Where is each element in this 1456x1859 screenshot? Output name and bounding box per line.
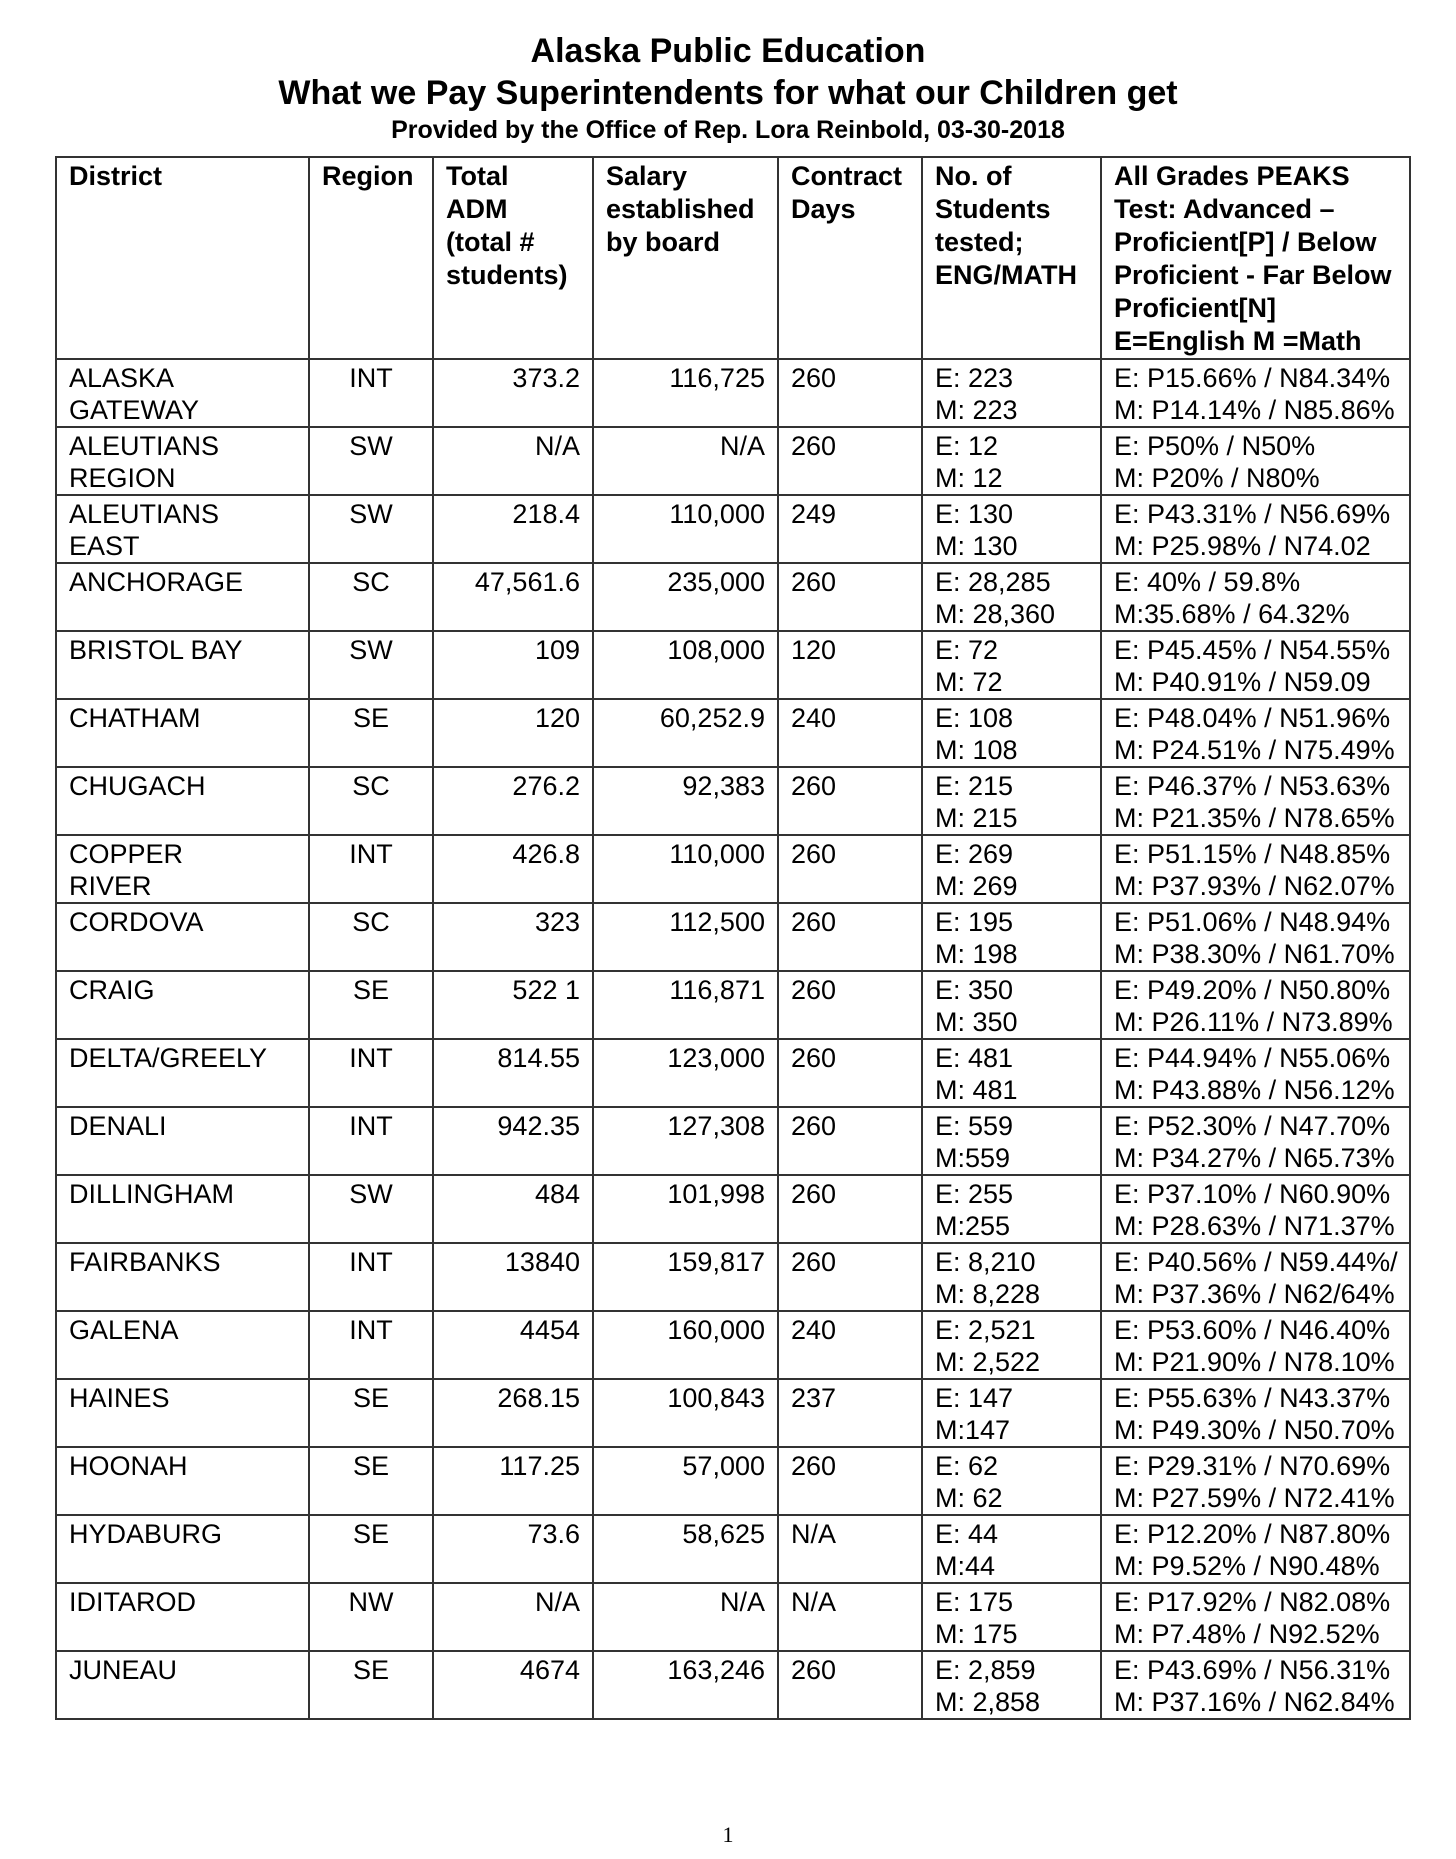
cell-salary: 110,000 [593, 835, 778, 903]
tested-english: E: 12 [935, 431, 999, 461]
peaks-math: M: P40.91% / N59.09 [1114, 667, 1371, 697]
peaks-math: M: P37.93% / N62.07% [1114, 871, 1395, 901]
tested-english: E: 2,859 [935, 1655, 1036, 1685]
cell-contract-days: 260 [778, 767, 922, 835]
cell-peaks-results [1101, 767, 1410, 835]
cell-adm: 276.2 [433, 767, 593, 835]
cell-adm: 426.8 [433, 835, 593, 903]
cell-peaks-results [1101, 495, 1410, 563]
cell-region: INT [309, 359, 433, 427]
cell-contract-days: 237 [778, 1379, 922, 1447]
district-name-line: COPPER [69, 839, 184, 869]
district-name-line: CHATHAM [69, 703, 201, 733]
tested-math: M: 175 [935, 1619, 1018, 1649]
table-row [56, 563, 1410, 631]
cell-adm: 484 [433, 1175, 593, 1243]
district-name-line: EAST [69, 531, 140, 561]
cell-students-tested [922, 1039, 1101, 1107]
cell-students-tested [922, 495, 1101, 563]
peaks-english: E: P15.66% / N84.34% [1114, 363, 1391, 393]
cell-salary: N/A [593, 1583, 778, 1651]
cell-students-tested [922, 1447, 1101, 1515]
cell-peaks-results [1101, 1515, 1410, 1583]
tested-english: E: 108 [935, 703, 1014, 733]
tested-math: M: 8,228 [935, 1279, 1041, 1309]
cell-region: INT [309, 1039, 433, 1107]
cell-adm: 109 [433, 631, 593, 699]
cell-adm: 120 [433, 699, 593, 767]
cell-students-tested [922, 767, 1101, 835]
cell-peaks-results [1101, 1447, 1410, 1515]
cell-district [56, 1583, 309, 1651]
cell-salary: 112,500 [593, 903, 778, 971]
cell-region: SC [309, 903, 433, 971]
cell-contract-days: 260 [778, 359, 922, 427]
peaks-math: M: P37.36% / N62/64% [1114, 1279, 1395, 1309]
cell-contract-days: 260 [778, 1107, 922, 1175]
cell-district [56, 1447, 309, 1515]
document-title: Alaska Public Education [530, 32, 926, 70]
cell-salary: 116,725 [593, 359, 778, 427]
cell-contract-days: 260 [778, 1175, 922, 1243]
district-name-line: ALEUTIANS [69, 499, 220, 529]
cell-salary: 127,308 [593, 1107, 778, 1175]
cell-students-tested [922, 359, 1101, 427]
district-name-line: JUNEAU [69, 1655, 178, 1685]
cell-students-tested [922, 1651, 1101, 1719]
table-row [56, 971, 1410, 1039]
cell-students-tested [922, 1311, 1101, 1379]
cell-students-tested [922, 903, 1101, 971]
cell-district [56, 1039, 309, 1107]
cell-peaks-results [1101, 1175, 1410, 1243]
document-header [0, 30, 1456, 146]
tested-english: E: 481 [935, 1043, 1014, 1073]
peaks-english: E: P50% / N50% [1114, 431, 1316, 461]
table-header-row [56, 157, 1410, 359]
tested-math: M: 223 [935, 395, 1018, 425]
cell-contract-days: N/A [778, 1583, 922, 1651]
tested-math: M:255 [935, 1211, 1011, 1241]
cell-contract-days: 260 [778, 971, 922, 1039]
cell-district [56, 563, 309, 631]
cell-salary: 160,000 [593, 1311, 778, 1379]
district-name-line: BRISTOL BAY [69, 635, 243, 665]
cell-students-tested [922, 1107, 1101, 1175]
cell-peaks-results [1101, 1311, 1410, 1379]
district-name-line: IDITAROD [69, 1587, 196, 1617]
peaks-english: E: P40.56% / N59.44%/ [1114, 1247, 1398, 1277]
cell-district [56, 1311, 309, 1379]
peaks-math: M: P26.11% / N73.89% [1114, 1007, 1393, 1037]
peaks-math: M: P7.48% / N92.52% [1114, 1619, 1380, 1649]
tested-math: M: 130 [935, 531, 1018, 561]
cell-adm: 47,561.6 [433, 563, 593, 631]
cell-district [56, 1651, 309, 1719]
tested-math: M: 28,360 [935, 599, 1056, 629]
tested-english: E: 130 [935, 499, 1014, 529]
cell-students-tested [922, 699, 1101, 767]
cell-students-tested [922, 1243, 1101, 1311]
tested-math: M: 350 [935, 1007, 1018, 1037]
table-row [56, 1379, 1410, 1447]
cell-contract-days: 240 [778, 699, 922, 767]
cell-district [56, 1107, 309, 1175]
tested-math: M:44 [935, 1551, 996, 1581]
cell-students-tested [922, 835, 1101, 903]
cell-students-tested [922, 563, 1101, 631]
district-name-line: CHUGACH [69, 771, 206, 801]
tested-math: M: 481 [935, 1075, 1018, 1105]
cell-adm: 814.55 [433, 1039, 593, 1107]
cell-peaks-results [1101, 1379, 1410, 1447]
cell-peaks-results [1101, 1039, 1410, 1107]
cell-peaks-results [1101, 699, 1410, 767]
peaks-english: E: P53.60% / N46.40% [1114, 1315, 1391, 1345]
cell-region: SE [309, 1447, 433, 1515]
table-row [56, 631, 1410, 699]
cell-region: SC [309, 767, 433, 835]
tested-math: M: 269 [935, 871, 1018, 901]
peaks-math: M: P14.14% / N85.86% [1114, 395, 1395, 425]
cell-students-tested [922, 971, 1101, 1039]
cell-peaks-results [1101, 1651, 1410, 1719]
district-name-line: CRAIG [69, 975, 155, 1005]
cell-adm: 73.6 [433, 1515, 593, 1583]
tested-math: M: 108 [935, 735, 1018, 765]
cell-students-tested [922, 427, 1101, 495]
table-row [56, 495, 1410, 563]
cell-region: SW [309, 1175, 433, 1243]
district-name-line: DELTA/GREELY [69, 1043, 268, 1073]
cell-adm: N/A [433, 1583, 593, 1651]
district-name-line: GATEWAY [69, 395, 200, 425]
district-name-line: HYDABURG [69, 1519, 223, 1549]
cell-adm: 4674 [433, 1651, 593, 1719]
cell-adm: 218.4 [433, 495, 593, 563]
peaks-math: M: P28.63% / N71.37% [1114, 1211, 1395, 1241]
cell-salary: 92,383 [593, 767, 778, 835]
cell-salary: 235,000 [593, 563, 778, 631]
cell-region: SW [309, 427, 433, 495]
cell-district [56, 495, 309, 563]
cell-students-tested [922, 1379, 1101, 1447]
column-header-salary: Salary established by board [593, 157, 778, 359]
cell-district [56, 903, 309, 971]
table-row [56, 699, 1410, 767]
tested-english: E: 44 [935, 1519, 999, 1549]
tested-english: E: 269 [935, 839, 1014, 869]
peaks-english: E: 40% / 59.8% [1114, 567, 1301, 597]
cell-region: SE [309, 1651, 433, 1719]
cell-peaks-results [1101, 563, 1410, 631]
peaks-math: M: P20% / N80% [1114, 463, 1320, 493]
column-header-adm: Total ADM (total # students) [433, 157, 593, 359]
table-row [56, 903, 1410, 971]
cell-salary: 60,252.9 [593, 699, 778, 767]
tested-math: M: 72 [935, 667, 1003, 697]
cell-salary: 116,871 [593, 971, 778, 1039]
peaks-english: E: P17.92% / N82.08% [1114, 1587, 1391, 1617]
cell-adm: 373.2 [433, 359, 593, 427]
cell-district [56, 427, 309, 495]
table-row [56, 1175, 1410, 1243]
peaks-english: E: P43.69% / N56.31% [1114, 1655, 1391, 1685]
table-row [56, 1107, 1410, 1175]
document-subtitle: Provided by the Office of Rep. Lora Reinbold, 03-30-2018 [391, 116, 1065, 144]
column-header-district: District [56, 157, 309, 359]
cell-salary: N/A [593, 427, 778, 495]
cell-salary: 110,000 [593, 495, 778, 563]
cell-district [56, 1243, 309, 1311]
cell-region: INT [309, 1311, 433, 1379]
cell-district [56, 767, 309, 835]
cell-adm: 117.25 [433, 1447, 593, 1515]
district-name-line: RIVER [69, 871, 152, 901]
district-name-line: ANCHORAGE [69, 567, 244, 597]
peaks-math: M: P24.51% / N75.49% [1114, 735, 1395, 765]
cell-region: SE [309, 1379, 433, 1447]
cell-contract-days: 120 [778, 631, 922, 699]
tested-math: M: 12 [935, 463, 1003, 493]
tested-english: E: 223 [935, 363, 1014, 393]
tested-english: E: 2,521 [935, 1315, 1036, 1345]
cell-students-tested [922, 631, 1101, 699]
tested-math: M: 2,522 [935, 1347, 1041, 1377]
tested-english: E: 147 [935, 1383, 1014, 1413]
peaks-english: E: P48.04% / N51.96% [1114, 703, 1391, 733]
cell-peaks-results [1101, 971, 1410, 1039]
tested-math: M: 62 [935, 1483, 1003, 1513]
column-header-peaks: All Grades PEAKS Test: Advanced – Proficient[P] / Below Proficient - Far Below Proficient[N] E=English M =Math [1101, 157, 1410, 359]
cell-peaks-results [1101, 1243, 1410, 1311]
cell-adm: 323 [433, 903, 593, 971]
district-name-line: REGION [69, 463, 176, 493]
peaks-math: M: P37.16% / N62.84% [1114, 1687, 1395, 1717]
table-body [56, 359, 1410, 1719]
cell-salary: 101,998 [593, 1175, 778, 1243]
cell-contract-days: 260 [778, 427, 922, 495]
cell-salary: 123,000 [593, 1039, 778, 1107]
table-row [56, 1039, 1410, 1107]
cell-district [56, 1515, 309, 1583]
table-row [56, 1515, 1410, 1583]
cell-region: SW [309, 495, 433, 563]
tested-english: E: 62 [935, 1451, 999, 1481]
cell-peaks-results [1101, 427, 1410, 495]
cell-students-tested [922, 1583, 1101, 1651]
peaks-english: E: P29.31% / N70.69% [1114, 1451, 1391, 1481]
tested-english: E: 175 [935, 1587, 1014, 1617]
page-number: 1 [722, 1822, 734, 1847]
cell-contract-days: 260 [778, 1039, 922, 1107]
peaks-math: M: P27.59% / N72.41% [1114, 1483, 1395, 1513]
peaks-english: E: P12.20% / N87.80% [1114, 1519, 1391, 1549]
peaks-math: M: P34.27% / N65.73% [1114, 1143, 1395, 1173]
cell-district [56, 699, 309, 767]
cell-adm: 13840 [433, 1243, 593, 1311]
peaks-math: M:35.68% / 64.32% [1114, 599, 1350, 629]
cell-contract-days: 260 [778, 1651, 922, 1719]
cell-peaks-results [1101, 903, 1410, 971]
cell-region: SE [309, 1515, 433, 1583]
document-title-line2: What we Pay Superintendents for what our Children get [278, 74, 1178, 112]
table-row [56, 835, 1410, 903]
column-header-region: Region [309, 157, 433, 359]
table-row [56, 427, 1410, 495]
cell-peaks-results [1101, 631, 1410, 699]
peaks-english: E: P49.20% / N50.80% [1114, 975, 1391, 1005]
cell-adm: 522 1 [433, 971, 593, 1039]
peaks-english: E: P44.94% / N55.06% [1114, 1043, 1391, 1073]
tested-math: M:559 [935, 1143, 1011, 1173]
peaks-english: E: P37.10% / N60.90% [1114, 1179, 1391, 1209]
cell-adm: 268.15 [433, 1379, 593, 1447]
cell-contract-days: 260 [778, 1447, 922, 1515]
tested-english: E: 559 [935, 1111, 1014, 1141]
cell-salary: 57,000 [593, 1447, 778, 1515]
peaks-english: E: P46.37% / N53.63% [1114, 771, 1391, 801]
cell-region: SW [309, 631, 433, 699]
cell-contract-days: 249 [778, 495, 922, 563]
peaks-english: E: P43.31% / N56.69% [1114, 499, 1391, 529]
tested-english: E: 72 [935, 635, 999, 665]
district-name-line: ALASKA [69, 363, 175, 393]
peaks-english: E: P55.63% / N43.37% [1114, 1383, 1391, 1413]
cell-salary: 163,246 [593, 1651, 778, 1719]
tested-math: M: 198 [935, 939, 1018, 969]
cell-peaks-results [1101, 359, 1410, 427]
tested-english: E: 8,210 [935, 1247, 1036, 1277]
tested-math: M: 2,858 [935, 1687, 1041, 1717]
peaks-math: M: P49.30% / N50.70% [1114, 1415, 1395, 1445]
cell-contract-days: 240 [778, 1311, 922, 1379]
cell-peaks-results [1101, 1583, 1410, 1651]
cell-district [56, 1175, 309, 1243]
table-row [56, 1311, 1410, 1379]
district-name-line: HOONAH [69, 1451, 188, 1481]
cell-region: SE [309, 971, 433, 1039]
table-row [56, 1651, 1410, 1719]
district-name-line: CORDOVA [69, 907, 204, 937]
column-header-students-tested: No. of Students tested; ENG/MATH [922, 157, 1101, 359]
tested-english: E: 195 [935, 907, 1014, 937]
table-row [56, 1447, 1410, 1515]
district-name-line: GALENA [69, 1315, 179, 1345]
cell-region: INT [309, 835, 433, 903]
peaks-math: M: P9.52% / N90.48% [1114, 1551, 1380, 1581]
peaks-english: E: P52.30% / N47.70% [1114, 1111, 1391, 1141]
superintendent-table [55, 156, 1411, 1720]
district-name-line: DENALI [69, 1111, 167, 1141]
district-name-line: DILLINGHAM [69, 1179, 235, 1209]
cell-contract-days: 260 [778, 1243, 922, 1311]
peaks-math: M: P21.35% / N78.65% [1114, 803, 1395, 833]
cell-region: SE [309, 699, 433, 767]
cell-region: INT [309, 1107, 433, 1175]
peaks-english: E: P45.45% / N54.55% [1114, 635, 1391, 665]
table-row [56, 359, 1410, 427]
table-row [56, 1243, 1410, 1311]
cell-salary: 159,817 [593, 1243, 778, 1311]
cell-salary: 108,000 [593, 631, 778, 699]
peaks-math: M: P38.30% / N61.70% [1114, 939, 1395, 969]
cell-peaks-results [1101, 1107, 1410, 1175]
cell-district [56, 631, 309, 699]
cell-adm: N/A [433, 427, 593, 495]
district-name-line: FAIRBANKS [69, 1247, 221, 1277]
cell-adm: 4454 [433, 1311, 593, 1379]
column-header-contract-days: Contract Days [778, 157, 922, 359]
cell-region: NW [309, 1583, 433, 1651]
cell-region: SC [309, 563, 433, 631]
peaks-math: M: P21.90% / N78.10% [1114, 1347, 1395, 1377]
cell-district [56, 971, 309, 1039]
cell-district [56, 835, 309, 903]
cell-peaks-results [1101, 835, 1410, 903]
cell-district [56, 359, 309, 427]
tested-math: M: 215 [935, 803, 1018, 833]
cell-district [56, 1379, 309, 1447]
cell-salary: 100,843 [593, 1379, 778, 1447]
tested-english: E: 215 [935, 771, 1014, 801]
tested-english: E: 28,285 [935, 567, 1051, 597]
tested-math: M:147 [935, 1415, 1011, 1445]
cell-students-tested [922, 1175, 1101, 1243]
tested-english: E: 255 [935, 1179, 1014, 1209]
cell-salary: 58,625 [593, 1515, 778, 1583]
peaks-english: E: P51.15% / N48.85% [1114, 839, 1391, 869]
cell-adm: 942.35 [433, 1107, 593, 1175]
cell-contract-days: 260 [778, 563, 922, 631]
cell-region: INT [309, 1243, 433, 1311]
peaks-english: E: P51.06% / N48.94% [1114, 907, 1391, 937]
cell-contract-days: N/A [778, 1515, 922, 1583]
peaks-math: M: P43.88% / N56.12% [1114, 1075, 1395, 1105]
tested-english: E: 350 [935, 975, 1014, 1005]
cell-students-tested [922, 1515, 1101, 1583]
table-row [56, 767, 1410, 835]
cell-contract-days: 260 [778, 835, 922, 903]
table-row [56, 1583, 1410, 1651]
cell-contract-days: 260 [778, 903, 922, 971]
district-name-line: ALEUTIANS [69, 431, 220, 461]
district-name-line: HAINES [69, 1383, 170, 1413]
peaks-math: M: P25.98% / N74.02 [1114, 531, 1371, 561]
